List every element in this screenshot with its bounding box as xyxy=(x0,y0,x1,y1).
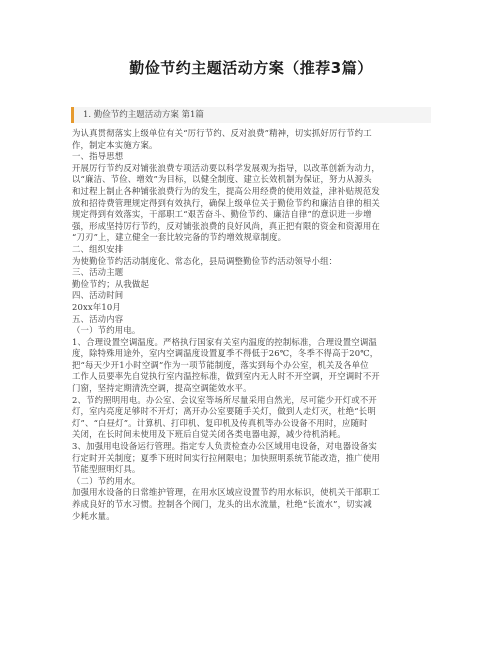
heading-guiding-thought: 一、指导思想 xyxy=(72,151,124,162)
body-line: 关闭，在长时间未使用及下班后自觉关闭各类电器电源，减少待机消耗。 xyxy=(72,429,346,440)
body-line: 1、合理设置空调温度。严格执行国家有关室内温度的控制标准，合理设置空调温 xyxy=(72,336,377,347)
subheading-save-water: （二）节约用水。 xyxy=(72,475,141,486)
body-line: 为使勤俭节约活动制度化、常态化，县局调整勤俭节约活动领导小组： xyxy=(72,255,338,266)
body-line: 度，除特殊用途外，室内空调温度设置夏季不得低于26℃，冬季不得高于20℃， xyxy=(72,348,379,359)
body-line: 灯，室内亮度足够时不开灯；离开办公室要随手关灯，做到人走灯灭，杜绝“长明 xyxy=(72,406,376,417)
body-line: 以“廉洁、节俭、增效”为目标，以健全制度、建立长效机制为保证，努力从源头 xyxy=(72,174,372,185)
body-line: 20xx年10月 xyxy=(72,301,121,312)
body-line: 把“每天少开1小时空调”作为一项节能制度，落实到每个办公室，机关及各单位 xyxy=(72,359,369,370)
body-line: 行定时开关制度；夏季下班时间实行拉闸限电；加快照明系统节能改造，推广使用 xyxy=(72,452,380,463)
heading-organization: 二、组织安排 xyxy=(72,243,124,254)
body-line: 节能型照明灯具。 xyxy=(72,464,141,475)
body-line: 勤俭节约；从我做起 xyxy=(72,278,149,289)
body-line: 放和招待费管理规定得到有效执行，确保上级单位关于勤俭节约和廉洁自律的相关 xyxy=(72,197,380,208)
document-title: 勤俭节约主题活动方案（推荐3篇） xyxy=(129,59,373,77)
body-line: 强，形成坚持厉行节约，反对铺张浪费的良好风尚，真正把有限的资金和资源用在 xyxy=(72,220,380,231)
body-line: “刀刃”上，建立健全一套比较完备的节约增效规章制度。 xyxy=(72,232,287,243)
body-line: 开展厉行节约反对铺张浪费专项活动要以科学发展观为指导，以改革创新为动力， xyxy=(72,162,380,173)
body-line: 灯”、“白昼灯”。计算机、打印机、复印机及传真机等办公设备不用时，应随时 xyxy=(72,417,368,428)
body-line: 3、加强用电设备运行管理。指定专人负责检查办公区域用电设备，对电器设备实 xyxy=(72,441,377,452)
section-heading-label: 1. 勤俭节约主题活动方案 第1篇 xyxy=(83,110,204,120)
body-line: 作，制定本实施方案。 xyxy=(72,139,158,150)
body-line: 为认真贯彻落实上级单位有关“厉行节约、反对浪费”精神，切实抓好厉行节约工 xyxy=(72,128,372,138)
heading-content: 五、活动内容 xyxy=(72,313,124,324)
body-line: 养成良好的节水习惯。控制各个阀门，龙头的出水流量，杜绝“长流水”，切实减 xyxy=(72,499,372,509)
document-body xyxy=(72,128,432,522)
heading-time: 四、活动时间 xyxy=(72,290,124,301)
body-line: 规定得到有效落实，干部职工“艰苦奋斗、勤俭节约、廉洁自律”的意识进一步增 xyxy=(72,209,372,220)
section-heading-bar xyxy=(71,107,431,123)
subheading-save-electricity: （一）节约用电。 xyxy=(72,325,141,336)
body-line: 工作人员要率先自觉执行室内温控标准，做到室内无人时不开空调，开空调时不开 xyxy=(72,371,380,382)
heading-theme: 三、活动主题 xyxy=(72,267,124,278)
body-line: 和过程上制止各种铺张浪费行为的发生，提高公用经费的使用效益，津补贴规范发 xyxy=(72,185,380,196)
body-line: 加强用水设备的日常维护管理，在用水区域应设置节约用水标识，使机关干部职工 xyxy=(72,487,380,498)
body-line: 2、节约照明用电。办公室、会议室等场所尽量采用自然光，尽可能少开灯或不开 xyxy=(72,394,377,405)
body-line: 少耗水量。 xyxy=(72,510,115,521)
body-line: 门窗，坚持定期清洗空调，提高空调能效水平。 xyxy=(72,383,252,394)
